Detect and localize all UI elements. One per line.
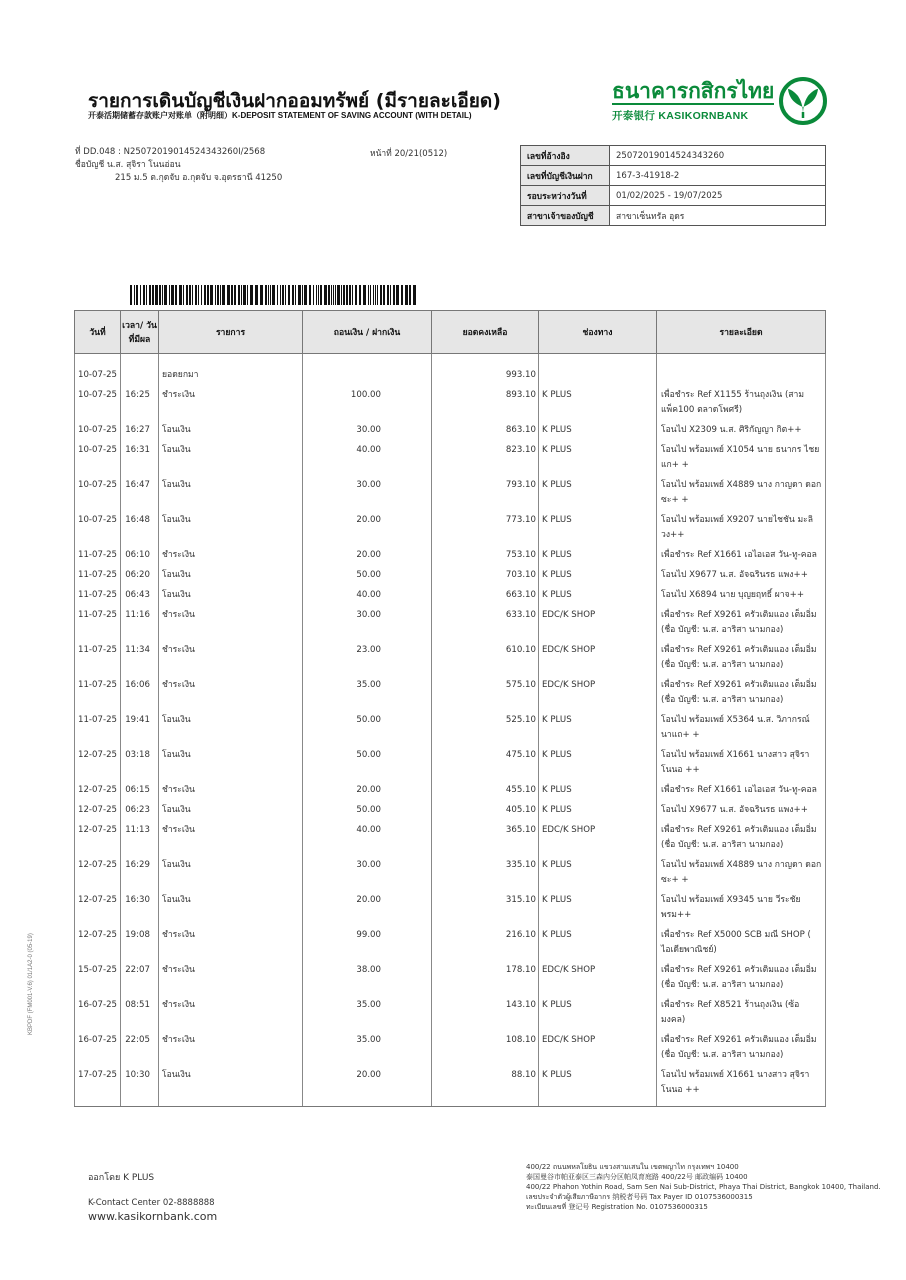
cell-description: โอนเงิน: [159, 443, 303, 478]
cell-amount: 30.00: [303, 608, 432, 643]
cell-channel: K PLUS: [539, 443, 657, 478]
cell-channel: K PLUS: [539, 748, 657, 783]
cell-channel: K PLUS: [539, 388, 657, 423]
cell-description: โอนเงิน: [159, 588, 303, 608]
cell-balance: 143.10: [432, 998, 539, 1033]
cell-amount: 50.00: [303, 803, 432, 823]
cell-detail: โอนไป X2309 น.ส. ศิริกัญญา กิต++: [657, 423, 826, 443]
cell-detail: โอนไป X9677 น.ส. อัจฉรินรธ แพง++: [657, 803, 826, 823]
table-row: [75, 713, 826, 748]
cell-channel: [539, 354, 657, 389]
cell-time: 08:51: [121, 998, 159, 1033]
info-label: รอบระหว่างวันที่: [521, 186, 610, 206]
form-code: KBPDF (FM001-V.6) 01/1A2-0 (05-19): [28, 933, 34, 1035]
cell-description: ยอดยกมา: [159, 354, 303, 389]
cell-channel: K PLUS: [539, 713, 657, 748]
cell-date: 10-07-25: [75, 354, 121, 389]
footer-address: [526, 1162, 881, 1212]
cell-amount: 99.00: [303, 928, 432, 963]
footer-address-line: ทะเบียนเลขที่ 登记号 Registration No. 0107536000315: [526, 1203, 708, 1211]
cell-balance: 455.10: [432, 783, 539, 803]
cell-amount: 20.00: [303, 893, 432, 928]
cell-detail: โอนไป พร้อมเพย์ X1661 นางสาว สุจิรา โนนอ ++: [657, 748, 826, 783]
cell-date: 10-07-25: [75, 513, 121, 548]
cell-time: 06:15: [121, 783, 159, 803]
page-number: หน้าที่ 20/21(0512): [370, 149, 448, 159]
cell-description: โอนเงิน: [159, 803, 303, 823]
cell-date: 11-07-25: [75, 713, 121, 748]
cell-amount: 40.00: [303, 823, 432, 858]
cell-time: 06:20: [121, 568, 159, 588]
cell-balance: 178.10: [432, 963, 539, 998]
cell-channel: K PLUS: [539, 548, 657, 568]
table-row: [75, 568, 826, 588]
cell-detail: โอนไป พร้อมเพย์ X5364 น.ส. วิภากรณ์ นาแถ+ +: [657, 713, 826, 748]
cell-time: 16:29: [121, 858, 159, 893]
cell-detail: โอนไป X6894 นาย บุญยฤทธิ์ ผาจ++: [657, 588, 826, 608]
cell-detail: โอนไป พร้อมเพย์ X4889 นาง กาญดา ดอกซะ+ +: [657, 858, 826, 893]
cell-description: ชำระเงิน: [159, 643, 303, 678]
cell-date: 12-07-25: [75, 783, 121, 803]
cell-detail: โอนไป พร้อมเพย์ X9207 นายไชชัน มะลิวง++: [657, 513, 826, 548]
table-row: [75, 423, 826, 443]
cell-amount: 20.00: [303, 548, 432, 568]
cell-description: โอนเงิน: [159, 1068, 303, 1107]
cell-detail: โอนไป พร้อมเพย์ X1054 นาย ธนากร ไชยแก+ +: [657, 443, 826, 478]
table-row: [75, 803, 826, 823]
table-row: [75, 748, 826, 783]
cell-amount: 40.00: [303, 588, 432, 608]
table-row: [75, 928, 826, 963]
table-row: [75, 388, 826, 423]
cell-amount: 20.00: [303, 1068, 432, 1107]
cell-detail: เพื่อชำระ Ref X1661 เอไอเอส วัน-ทู-คอล: [657, 783, 826, 803]
cell-balance: 793.10: [432, 478, 539, 513]
cell-detail: เพื่อชำระ Ref X1155 ร้านถุงเงิน (สามแพ็ค100 ตลาดโพศรี): [657, 388, 826, 423]
contact-center: K-Contact Center 02-8888888: [88, 1198, 215, 1208]
cell-time: 19:08: [121, 928, 159, 963]
cell-balance: 663.10: [432, 588, 539, 608]
cell-detail: เพื่อชำระ Ref X9261 ครัวเติมแอง เต็มอิ่ม (ชื่อ บัญชี: น.ส. อาริสา นามกอง): [657, 678, 826, 713]
cell-time: [121, 354, 159, 389]
cell-balance: 893.10: [432, 388, 539, 423]
cell-balance: 475.10: [432, 748, 539, 783]
cell-description: โอนเงิน: [159, 568, 303, 588]
cell-amount: 50.00: [303, 748, 432, 783]
cell-channel: K PLUS: [539, 858, 657, 893]
cell-date: 10-07-25: [75, 423, 121, 443]
info-label: สาขาเจ้าของบัญชี: [521, 206, 610, 226]
cell-date: 17-07-25: [75, 1068, 121, 1107]
cell-balance: 405.10: [432, 803, 539, 823]
col-date-header: วันที่: [75, 311, 121, 354]
account-info-table: [520, 145, 826, 226]
cell-amount: 20.00: [303, 783, 432, 803]
table-row: [75, 354, 826, 389]
cell-amount: 30.00: [303, 858, 432, 893]
table-header-row: [75, 311, 826, 354]
cell-description: ชำระเงิน: [159, 823, 303, 858]
cell-balance: 525.10: [432, 713, 539, 748]
info-label: เลขที่บัญชีเงินฝาก: [521, 166, 610, 186]
cell-detail: โอนไป พร้อมเพย์ X4889 นาง กาญดา ดอกซะ+ +: [657, 478, 826, 513]
cell-detail: โอนไป X9677 น.ส. อัจฉรินรธ แพง++: [657, 568, 826, 588]
transactions-table: [74, 310, 826, 1107]
info-row: [521, 186, 826, 206]
table-row: [75, 478, 826, 513]
cell-channel: K PLUS: [539, 588, 657, 608]
cell-channel: K PLUS: [539, 928, 657, 963]
kasikornbank-logo-icon: [778, 76, 828, 126]
document-number: ที่ DD.048 : N25072019014524343260I/2568: [75, 147, 266, 157]
account-address: 215 ม.5 ต.กุดจับ อ.กุดจับ จ.อุดรธานี 41250: [115, 173, 283, 183]
cell-time: 22:05: [121, 1033, 159, 1068]
cell-channel: K PLUS: [539, 478, 657, 513]
table-row: [75, 678, 826, 713]
cell-date: 11-07-25: [75, 568, 121, 588]
table-row: [75, 783, 826, 803]
cell-date: 11-07-25: [75, 643, 121, 678]
cell-description: ชำระเงิน: [159, 998, 303, 1033]
statement-subtitle: 开泰活期储蓄存款账户对账单（附明细）K-DEPOSIT STATEMENT OF SAVING ACCOUNT (WITH DETAIL): [88, 111, 472, 120]
cell-detail: เพื่อชำระ Ref X1661 เอไอเอส วัน-ทู-คอล: [657, 548, 826, 568]
col-channel-header: ช่องทาง: [539, 311, 657, 354]
cell-channel: K PLUS: [539, 568, 657, 588]
cell-date: 10-07-25: [75, 388, 121, 423]
cell-detail: [657, 354, 826, 389]
cell-date: 12-07-25: [75, 893, 121, 928]
cell-channel: K PLUS: [539, 803, 657, 823]
barcode-icon: [130, 285, 418, 305]
cell-date: 12-07-25: [75, 803, 121, 823]
cell-balance: 633.10: [432, 608, 539, 643]
cell-amount: 35.00: [303, 678, 432, 713]
issued-by: ออกโดย K PLUS: [88, 1173, 155, 1183]
table-row: [75, 823, 826, 858]
statement-title: รายการเดินบัญชีเงินฝากออมทรัพย์ (มีรายละเอียด): [88, 90, 501, 112]
cell-balance: 315.10: [432, 893, 539, 928]
cell-amount: 50.00: [303, 568, 432, 588]
cell-date: 11-07-25: [75, 608, 121, 643]
cell-description: โอนเงิน: [159, 513, 303, 548]
cell-date: 12-07-25: [75, 928, 121, 963]
info-row: [521, 166, 826, 186]
cell-time: 19:41: [121, 713, 159, 748]
cell-date: 11-07-25: [75, 588, 121, 608]
cell-time: 06:23: [121, 803, 159, 823]
cell-description: โอนเงิน: [159, 893, 303, 928]
footer-address-line: เลขประจำตัวผู้เสียภาษีอากร 纳税者号码 Tax Payer ID 0107536000315: [526, 1193, 753, 1201]
cell-amount: 20.00: [303, 513, 432, 548]
info-value: 167-3-41918-2: [610, 166, 826, 186]
cell-description: ชำระเงิน: [159, 963, 303, 998]
cell-description: โอนเงิน: [159, 858, 303, 893]
info-row: [521, 146, 826, 166]
cell-time: 11:34: [121, 643, 159, 678]
cell-date: 10-07-25: [75, 478, 121, 513]
bank-website: www.kasikornbank.com: [88, 1210, 218, 1223]
cell-detail: เพื่อชำระ Ref X5000 SCB มณี SHOP ( ไอเดียพาณิชย์): [657, 928, 826, 963]
cell-time: 16:47: [121, 478, 159, 513]
cell-amount: 50.00: [303, 713, 432, 748]
col-time-header: เวลา/ วันที่มีผล: [121, 311, 159, 354]
cell-date: 11-07-25: [75, 678, 121, 713]
cell-amount: [303, 354, 432, 389]
cell-channel: EDC/K SHOP: [539, 823, 657, 858]
table-row: [75, 548, 826, 568]
cell-detail: เพื่อชำระ Ref X9261 ครัวเติมแอง เต็มอิ่ม (ชื่อ บัญชี: น.ส. อาริสา นามกอง): [657, 643, 826, 678]
cell-time: 06:10: [121, 548, 159, 568]
cell-time: 16:31: [121, 443, 159, 478]
table-row: [75, 443, 826, 478]
cell-balance: 610.10: [432, 643, 539, 678]
cell-balance: 575.10: [432, 678, 539, 713]
cell-channel: K PLUS: [539, 513, 657, 548]
cell-time: 03:18: [121, 748, 159, 783]
cell-balance: 365.10: [432, 823, 539, 858]
cell-detail: เพื่อชำระ Ref X9261 ครัวเติมแอง เต็มอิ่ม (ชื่อ บัญชี: น.ส. อาริสา นามกอง): [657, 1033, 826, 1068]
cell-date: 12-07-25: [75, 858, 121, 893]
footer-address-line: 400/22 ถนนพหลโยธิน แขวงสามเสนใน เขตพญาไท กรุงเทพฯ 10400: [526, 1163, 739, 1171]
cell-amount: 30.00: [303, 478, 432, 513]
cell-time: 16:25: [121, 388, 159, 423]
cell-detail: เพื่อชำระ Ref X8521 ร้านถุงเงิน (ซ้อมงคล): [657, 998, 826, 1033]
cell-balance: 216.10: [432, 928, 539, 963]
cell-detail: โอนไป พร้อมเพย์ X1661 นางสาว สุจิรา โนนอ ++: [657, 1068, 826, 1107]
cell-description: โอนเงิน: [159, 713, 303, 748]
cell-detail: เพื่อชำระ Ref X9261 ครัวเติมแอง เต็มอิ่ม (ชื่อ บัญชี: น.ส. อาริสา นามกอง): [657, 823, 826, 858]
table-row: [75, 858, 826, 893]
col-amount-header: ถอนเงิน / ฝากเงิน: [303, 311, 432, 354]
col-balance-header: ยอดคงเหลือ: [432, 311, 539, 354]
cell-channel: K PLUS: [539, 893, 657, 928]
cell-detail: เพื่อชำระ Ref X9261 ครัวเติมแอง เต็มอิ่ม (ชื่อ บัญชี: น.ส. อาริสา นามกอง): [657, 963, 826, 998]
cell-balance: 863.10: [432, 423, 539, 443]
cell-amount: 23.00: [303, 643, 432, 678]
cell-time: 11:16: [121, 608, 159, 643]
cell-description: ชำระเงิน: [159, 678, 303, 713]
cell-date: 11-07-25: [75, 548, 121, 568]
table-row: [75, 513, 826, 548]
cell-date: 16-07-25: [75, 1033, 121, 1068]
table-row: [75, 643, 826, 678]
cell-description: โอนเงิน: [159, 423, 303, 443]
cell-amount: 35.00: [303, 1033, 432, 1068]
cell-time: 10:30: [121, 1068, 159, 1107]
cell-date: 12-07-25: [75, 823, 121, 858]
cell-channel: EDC/K SHOP: [539, 643, 657, 678]
info-value: 01/02/2025 - 19/07/2025: [610, 186, 826, 206]
table-row: [75, 998, 826, 1033]
cell-date: 15-07-25: [75, 963, 121, 998]
cell-detail: โอนไป พร้อมเพย์ X9345 นาย วีระชัย พรม++: [657, 893, 826, 928]
footer-address-line: 400/22 Phahon Yothin Road, Sam Sen Nai Sub-District, Phaya Thai District, Bangkok 10400, Thailand.: [526, 1183, 881, 1191]
info-row: [521, 206, 826, 226]
cell-channel: EDC/K SHOP: [539, 678, 657, 713]
cell-channel: EDC/K SHOP: [539, 963, 657, 998]
cell-date: 16-07-25: [75, 998, 121, 1033]
cell-balance: 753.10: [432, 548, 539, 568]
cell-channel: K PLUS: [539, 783, 657, 803]
cell-channel: K PLUS: [539, 423, 657, 443]
cell-detail: เพื่อชำระ Ref X9261 ครัวเติมแอง เต็มอิ่ม (ชื่อ บัญชี: น.ส. อาริสา นามกอง): [657, 608, 826, 643]
col-detail-header: รายละเอียด: [657, 311, 826, 354]
cell-time: 16:30: [121, 893, 159, 928]
cell-time: 22:07: [121, 963, 159, 998]
cell-amount: 30.00: [303, 423, 432, 443]
cell-balance: 335.10: [432, 858, 539, 893]
cell-description: ชำระเงิน: [159, 1033, 303, 1068]
table-row: [75, 588, 826, 608]
bank-name-thai: ธนาคารกสิกรไทย: [612, 79, 775, 103]
bank-name-english: 开泰银行 KASIKORNBANK: [612, 110, 749, 122]
cell-balance: 773.10: [432, 513, 539, 548]
cell-time: 11:13: [121, 823, 159, 858]
cell-description: ชำระเงิน: [159, 548, 303, 568]
cell-time: 16:27: [121, 423, 159, 443]
table-row: [75, 608, 826, 643]
cell-description: ชำระเงิน: [159, 388, 303, 423]
cell-date: 12-07-25: [75, 748, 121, 783]
cell-time: 16:06: [121, 678, 159, 713]
cell-amount: 40.00: [303, 443, 432, 478]
document-meta: [75, 146, 282, 185]
cell-description: ชำระเงิน: [159, 783, 303, 803]
cell-description: โอนเงิน: [159, 478, 303, 513]
footer-left: [88, 1170, 217, 1223]
cell-balance: 703.10: [432, 568, 539, 588]
footer-address-line: 泰国曼谷市帕亚泰区三森内分区帕凤育庭路 400/22号 邮政编码 10400: [526, 1173, 748, 1181]
cell-description: ชำระเงิน: [159, 608, 303, 643]
account-name: ชื่อบัญชี น.ส. สุจิรา โนนอ่อน: [75, 160, 181, 170]
cell-time: 06:43: [121, 588, 159, 608]
cell-channel: EDC/K SHOP: [539, 608, 657, 643]
table-row: [75, 893, 826, 928]
table-row: [75, 963, 826, 998]
cell-amount: 38.00: [303, 963, 432, 998]
cell-amount: 35.00: [303, 998, 432, 1033]
table-row: [75, 1033, 826, 1068]
cell-date: 10-07-25: [75, 443, 121, 478]
cell-channel: K PLUS: [539, 998, 657, 1033]
cell-amount: 100.00: [303, 388, 432, 423]
info-value: สาขาเซ็นทรัล อุดร: [610, 206, 826, 226]
cell-balance: 108.10: [432, 1033, 539, 1068]
cell-balance: 823.10: [432, 443, 539, 478]
cell-description: โอนเงิน: [159, 748, 303, 783]
col-description-header: รายการ: [159, 311, 303, 354]
info-label: เลขที่อ้างอิง: [521, 146, 610, 166]
cell-balance: 993.10: [432, 354, 539, 389]
cell-channel: K PLUS: [539, 1068, 657, 1107]
cell-balance: 88.10: [432, 1068, 539, 1107]
info-value: 25072019014524343260: [610, 146, 826, 166]
cell-description: ชำระเงิน: [159, 928, 303, 963]
cell-time: 16:48: [121, 513, 159, 548]
table-row: [75, 1068, 826, 1107]
cell-channel: EDC/K SHOP: [539, 1033, 657, 1068]
